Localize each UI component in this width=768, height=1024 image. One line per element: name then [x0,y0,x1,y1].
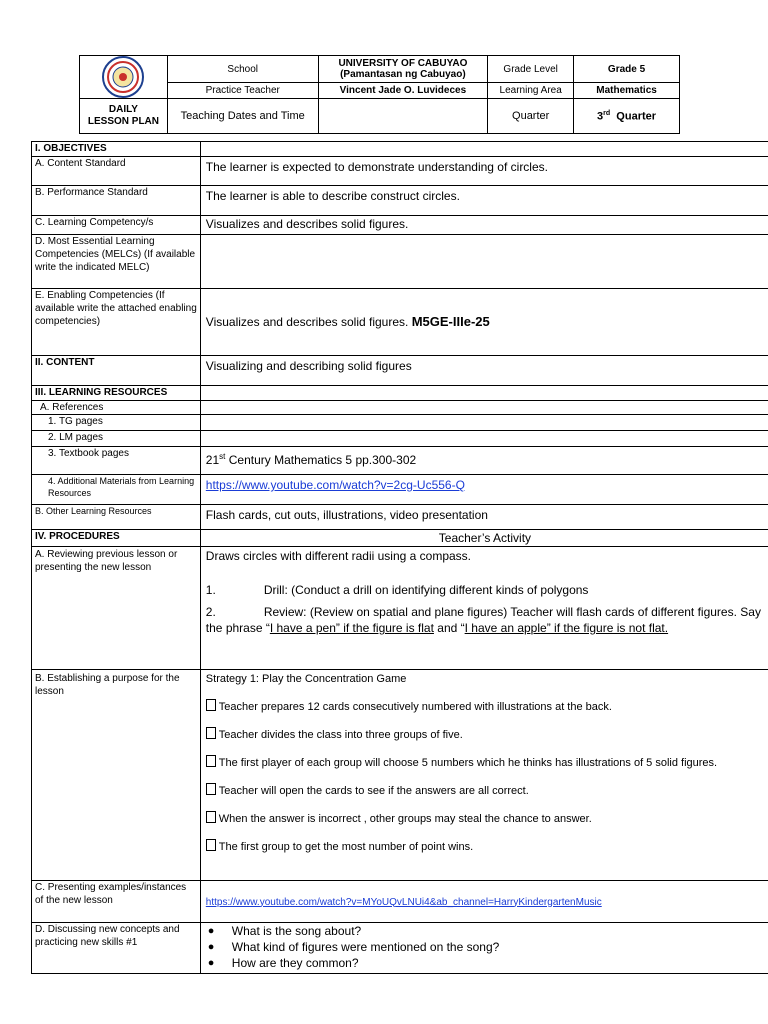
school-value: UNIVERSITY OF CABUYAO (Pamantasan ng Cabuyao) [318,56,488,83]
content-standard-value: The learner is expected to demonstrate understanding of circles. [200,157,768,186]
quarter-value: 3rd Quarter [574,99,680,134]
reviewing-lesson-label: A. Reviewing previous lesson or presenting the new lesson [32,547,201,670]
enabling-competencies-label: E. Enabling Competencies (If available write the attached enabling competencies) [32,289,201,356]
learning-competency-value: Visualizes and describes solid figures. [200,216,768,235]
presenting-examples-label: C. Presenting examples/instances of the new lesson [32,881,201,923]
school-label: School [167,56,318,83]
learning-competency-label: C. Learning Competency/s [32,216,201,235]
grade-level-value: Grade 5 [574,56,680,83]
establishing-purpose-value: Strategy 1: Play the Concentration Game Teacher prepares 12 cards consecutively numbered with illustrations at the back. Teacher divides the class into three groups of five. The first player of each group will choose 5 numbers which he thinks has illustrations of 5 solid figures. Teacher will open the cards to see if the answers are all correct. When the answer is incorrect , other groups may steal the chance to answer. The first group to get the most number of point wins. [200,670,768,881]
quarter-label: Quarter [488,99,574,134]
establishing-purpose-label: B. Establishing a purpose for the lesson [32,670,201,881]
dlp-title: DAILY LESSON PLAN [80,99,168,134]
question-item: ● What kind of figures were mentioned on the song? [206,939,764,955]
other-resources-value: Flash cards, cut outs, illustrations, video presentation [200,505,768,530]
references-label: A. References [32,401,201,415]
melc-value [200,235,768,289]
content-label: II. CONTENT [32,356,201,386]
presenting-examples-link[interactable]: https://www.youtube.com/watch?v=MYoUQvLNUi4&ab_channel=HarryKindergartenMusic [205,896,602,908]
textbook-pages-label: 3. Textbook pages [32,447,201,475]
textbook-pages-value: 21st Century Mathematics 5 pp.300-302 [200,447,768,475]
lesson-plan-table [31,141,768,974]
additional-materials-label: 4. Additional Materials from Learning Resources [32,475,201,505]
learning-area-label: Learning Area [488,83,574,99]
objectives-heading: I. OBJECTIVES [32,142,201,157]
additional-materials-link[interactable]: https://www.youtube.com/watch?v=2cg-Uc556-Q [205,478,465,492]
reviewing-lesson-value: Draws circles with different radii using a compass. 1. Drill: (Conduct a drill on identifying different kinds of polygons 2. Review: (Review on spatial and plane figures) Teacher will flash cards of different figures. Say the phrase “I have a pen” if the figure is flat and “I have an apple” if the figure is not flat. [200,547,768,670]
teachers-activity-header: Teacher’s Activity [200,530,768,547]
tg-pages-label: 1. TG pages [32,415,201,431]
bullet-box-icon [206,699,216,711]
logo-cell [80,56,168,99]
bullet-box-icon [206,811,216,823]
content-standard-label: A. Content Standard [32,157,201,186]
dates-label: Teaching Dates and Time [167,99,318,134]
dates-value [318,99,488,134]
resources-heading: III. LEARNING RESOURCES [32,386,201,401]
bullet-box-icon [206,839,216,851]
discussing-concepts-label: D. Discussing new concepts and practicing new skills #1 [32,923,201,974]
competency-code: M5GE-IIIe-25 [411,314,490,329]
bullet-box-icon [206,755,216,767]
other-resources-label: B. Other Learning Resources [32,505,201,530]
deped-seal-icon [102,56,144,98]
bullet-box-icon [206,783,216,795]
bullet-box-icon [206,727,216,739]
learning-area-value: Mathematics [574,83,680,99]
enabling-competencies-value: Visualizes and describes solid figures. M5GE-IIIe-25 [200,289,768,356]
content-value: Visualizing and describing solid figures [200,356,768,386]
procedures-heading: IV. PROCEDURES [32,530,201,547]
grade-level-label: Grade Level [488,56,574,83]
performance-standard-label: B. Performance Standard [32,186,201,216]
lm-pages-label: 2. LM pages [32,431,201,447]
melc-label: D. Most Essential Learning Competencies (MELCs) (If available write the indicated MELC) [32,235,201,289]
question-item: ● What is the song about? [206,923,764,939]
teacher-label: Practice Teacher [167,83,318,99]
teacher-value: Vincent Jade O. Luvideces [318,83,488,99]
header-table [79,55,680,134]
performance-standard-value: The learner is able to describe construct circles. [200,186,768,216]
question-item: ● How are they common? [206,955,764,971]
discussing-concepts-value [200,923,768,974]
